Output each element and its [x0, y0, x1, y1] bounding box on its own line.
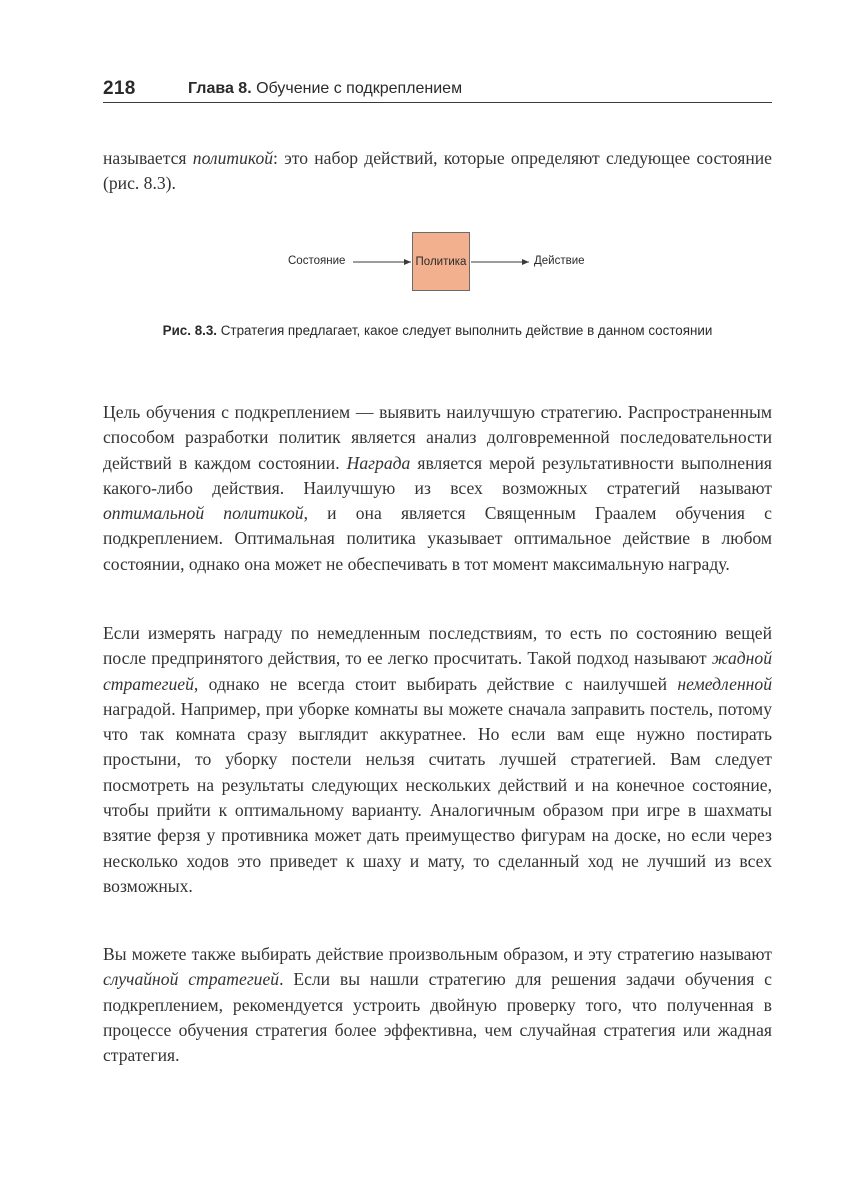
text-run: Цель обучения с подкреплением — выявить наилучшую стратегию. Распространенным способом разработки политик является анализ долговременной последовательности действий в каждом состоянии. — [103, 402, 772, 473]
page-number: 218 — [103, 78, 136, 99]
emphasis-term: Награда — [346, 452, 411, 473]
figure-8-3 — [103, 225, 772, 365]
chapter-title: Обучение с подкреплением — [256, 80, 463, 97]
policy-box — [412, 232, 470, 291]
text-run: , и она является Священным Граалем обучения с подкреплением. Оптимальная политика указывает оптимальное действие в любом состоянии, однако она может не обеспечивать в тот момент максимальную награду. — [103, 503, 772, 574]
emphasis-term: политикой — [192, 148, 274, 168]
label-action: Действие — [534, 255, 585, 267]
paragraph-intro — [103, 146, 772, 197]
text-run: Вы можете также выбирать действие произвольным образом, и эту стратегию называют — [103, 944, 772, 964]
text-run: , однако не всегда стоит выбирать действие с наилучшей — [193, 673, 678, 694]
emphasis-term: случайной стратегией — [103, 969, 280, 990]
text-run: наградой. Например, при уборке комнаты вы можете сначала заправить постель, потому что так комната сразу выглядит аккуратнее. Но если вам еще нужно постирать простыни, то уборку постели нельзя считать лучшей стратегией. Вам следует посмотреть на результаты следующих нескольких действий и на конечное состояние, чтобы прийти к оптимальному варианту. Аналогичным образом при игре в шахматы взятие ферзя у противника может дать преимущество фигурам на доске, но если через несколько ходов это приведет к шаху и мату, то сделанный ход не лучший из всех возможных. — [103, 698, 772, 896]
text-run: Если измерять награду по немедленным последствиям, то есть по состоянию вещей после предпринятого действия, то ее легко просчитать. Такой подход называют — [103, 623, 772, 669]
chapter-heading — [188, 80, 462, 98]
paragraph-greedy — [103, 621, 772, 899]
label-state: Состояние — [288, 255, 346, 267]
running-header — [103, 78, 772, 103]
label-policy: Политика — [415, 256, 467, 268]
paragraph-goal — [103, 400, 772, 577]
text-run: . Если вы нашли стратегию для решения задачи обучения с подкреплением, рекомендуется устроить двойную проверку того, что полученная в процессе обучения стратегия более эффективна, чем случайная стратегия или жадная стратегия. — [103, 969, 772, 1066]
text-run: называется — [103, 148, 193, 168]
emphasis-term: жадной стратегией — [103, 648, 772, 694]
caption-text: Стратегия предлагает, какое следует выполнить действие в данном состоянии — [220, 323, 713, 338]
chapter-label: Глава 8. — [188, 80, 252, 97]
emphasis-term: немедленной — [677, 673, 772, 694]
paragraph-random — [103, 942, 772, 1068]
figure-caption — [103, 321, 772, 341]
text-run: : это набор действий, которые определяют следующее состояние (рис. 8.3). — [103, 148, 772, 194]
text-run: является мерой результативности выполнения какого-либо действия. Наилучшую из всех возможных стратегий называют — [103, 452, 772, 498]
caption-label: Рис. 8.3. — [162, 323, 218, 338]
emphasis-term: оптимальной политикой — [103, 503, 304, 524]
